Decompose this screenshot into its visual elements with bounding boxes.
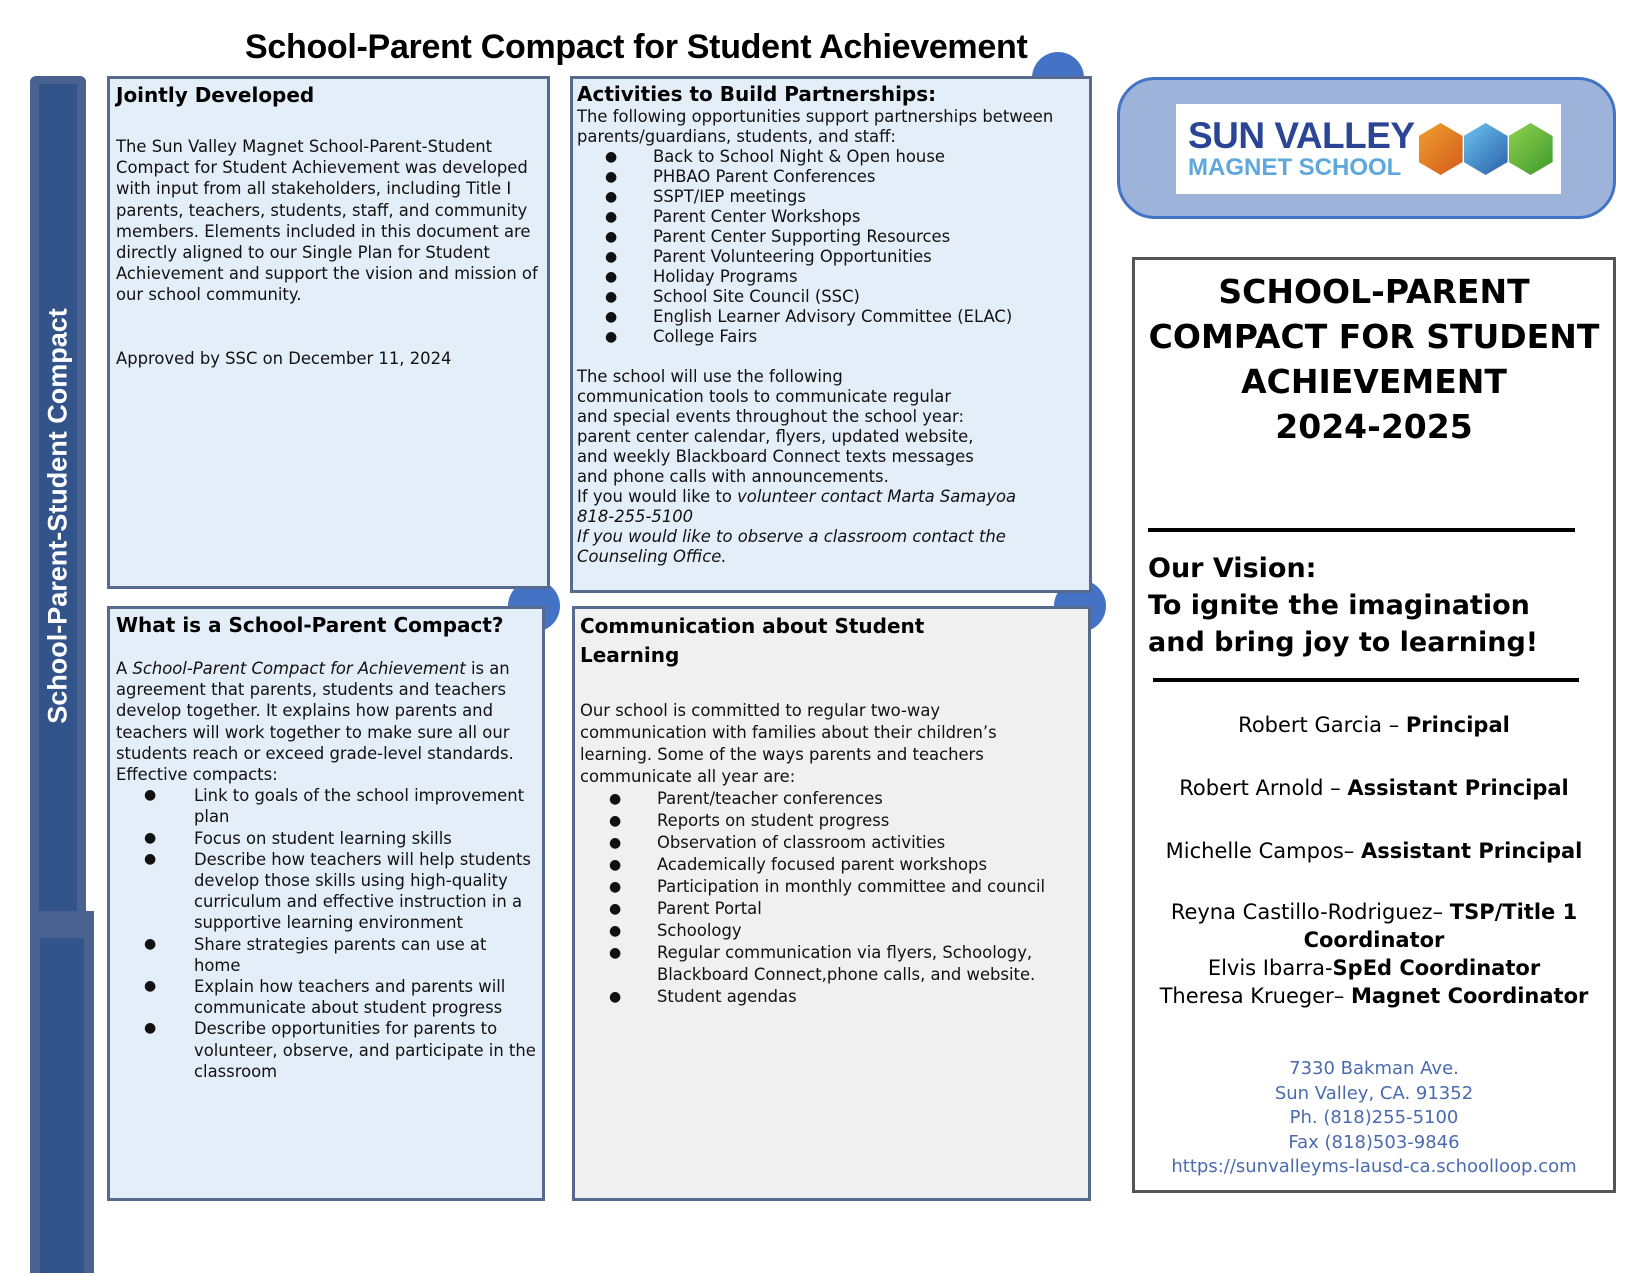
volunteer-phone: 818-255-5100 <box>577 507 694 526</box>
staff-entry: Robert Arnold – Assistant Principal <box>1179 776 1569 800</box>
jointly-developed-body: The Sun Valley Magnet School-Parent-Student Compact for Student Achievement was developed with input from all stakeholders, including Title I parents, teachers, students, staff, and community members. Elements included in this document are directly aligned to our Single Plan for Student Achievement and support the vision and mission of our school community. <box>116 137 538 305</box>
list-item: ● Participation in monthly committee and council <box>609 877 1046 896</box>
list-item: ● Holiday Programs <box>605 267 798 286</box>
school-logo <box>1176 104 1561 194</box>
staff-entry: Reyna Castillo-Rodriguez– TSP/Title 1 Coordinator <box>1170 900 1578 952</box>
communication-tools-text: The school will use the following communication tools to communicate regular and special events throughout the school year: parent center calendar, flyers, updated website, and weekly Blackboard Connect texts messages and phone calls with announcements. <box>577 367 974 486</box>
staff-entry: Michelle Campos– Assistant Principal <box>1165 839 1583 863</box>
what-is-compact-panel <box>107 606 545 1201</box>
communication-heading: Communication about Student Learning <box>580 614 925 667</box>
fax-number: Fax (818)503-9846 <box>1288 1131 1460 1153</box>
vision-text: To ignite the imagination and bring joy to learning! <box>1148 590 1539 658</box>
list-item: ● Reports on student progress <box>609 811 890 830</box>
contact-info <box>1135 1057 1613 1180</box>
list-item: ● PHBAO Parent Conferences <box>605 167 876 186</box>
list-item: ● Parent Volunteering Opportunities <box>605 247 932 266</box>
list-item: ● Link to goals of the school improvement plan <box>144 786 525 827</box>
list-item: ● Student agendas <box>609 987 797 1006</box>
phone-number: Ph. (818)255-5100 <box>1289 1107 1459 1128</box>
list-item: ● Explain how teachers and parents will communicate about student progress <box>144 977 506 1018</box>
list-item: ● College Fairs <box>605 327 758 346</box>
communication-list <box>580 788 1083 1008</box>
volunteer-contact: If you would like to volunteer contact Marta Samayoa <box>577 487 1017 506</box>
list-item: ● Regular communication via flyers, Schoology, Blackboard Connect,phone calls, and website. <box>609 943 1036 984</box>
activities-intro: The following opportunities support partnerships between parents/guardians, students, and staff: <box>577 107 1054 146</box>
observe-contact: If you would like to observe a classroom contact the Counseling Office. <box>577 527 1006 566</box>
sidebar-vertical-label: School-Parent-Student Compact <box>42 308 73 724</box>
page-title: School-Parent Compact for Student Achievement <box>245 28 1028 66</box>
list-item: ● SSPT/IEP meetings <box>605 187 806 206</box>
water-hexagon-icon <box>1509 123 1553 175</box>
list-item: ● Describe how teachers will help students develop those skills using high-quality curriculum and effective instruction in a supportive learning environment <box>144 849 531 933</box>
list-item: ● Focus on student learning skills <box>144 828 452 848</box>
jointly-developed-heading: Jointly Developed <box>116 83 315 107</box>
logo-wordmark <box>1188 117 1415 181</box>
list-item: ● Parent Portal <box>609 899 762 918</box>
effective-compacts-label: Effective compacts: <box>116 765 278 785</box>
divider <box>1148 528 1575 532</box>
list-item: ● Describe opportunities for parents to volunteer, observe, and participate in the classroom <box>144 1019 536 1081</box>
list-item: ● Parent Center Supporting Resources <box>605 227 951 246</box>
activities-list <box>577 147 1085 347</box>
list-item: ● Schoology <box>609 921 742 940</box>
address-line-2: Sun Valley, CA. 91352 <box>1274 1082 1474 1104</box>
science-hexagon-icon <box>1419 123 1463 175</box>
logo-line-2: MAGNET SCHOOL <box>1188 154 1402 181</box>
vision-label: Our Vision: <box>1148 553 1317 584</box>
compact-title: SCHOOL-PARENT COMPACT FOR STUDENT ACHIEVEMENT 2024-2025 <box>1148 272 1600 446</box>
what-is-compact-heading: What is a School-Parent Compact? <box>116 613 504 637</box>
list-item: ● Share strategies parents can use at home <box>144 934 487 975</box>
list-item: ● Back to School Night & Open house <box>605 147 945 166</box>
list-item: ● Parent Center Workshops <box>605 207 861 226</box>
staff-entry: Elvis Ibarra-SpEd Coordinator <box>1207 956 1541 980</box>
staff-entry: Theresa Krueger– Magnet Coordinator <box>1159 984 1589 1008</box>
communication-panel <box>572 606 1091 1201</box>
what-is-compact-body: A School-Parent Compact for Achievement is an agreement that parents, students and teachers develop together. It explains how parents and teachers will work together to make sure all our students reach or exceed grade-level standards. <box>116 659 514 763</box>
activities-heading: Activities to Build Partnerships: <box>577 82 937 106</box>
jointly-developed-panel <box>107 76 550 589</box>
sidebar-banner-bottom-inner <box>40 938 84 1273</box>
effective-compacts-list <box>116 785 536 1082</box>
divider <box>1153 678 1579 682</box>
address-line-1: 7330 Bakman Ave. <box>1289 1058 1459 1079</box>
activities-panel <box>570 76 1092 593</box>
vision-statement <box>1148 550 1568 661</box>
info-panel <box>1132 257 1616 1193</box>
communication-body: Our school is committed to regular two-way communication with families about their children’s learning. Some of the ways parents and teachers communicate all year are: <box>580 701 997 786</box>
logo-banner <box>1117 77 1616 219</box>
logo-line-1: SUN VALLEY <box>1188 115 1415 156</box>
website-link[interactable]: https://sunvalleyms-lausd-ca.schoolloop.com <box>1171 1156 1577 1177</box>
staff-entry: Robert Garcia – Principal <box>1238 713 1510 737</box>
logo-hexagon-icons <box>1419 123 1554 175</box>
list-item: ● English Learner Advisory Committee (ELAC) <box>605 307 1013 326</box>
sidebar-banner <box>30 76 90 1273</box>
approval-text: Approved by SSC on December 11, 2024 <box>116 348 452 368</box>
list-item: ● School Site Council (SSC) <box>605 287 860 306</box>
globe-hexagon-icon <box>1464 123 1508 175</box>
list-item: ● Observation of classroom activities <box>609 833 946 852</box>
list-item: ● Parent/teacher conferences <box>609 789 883 808</box>
list-item: ● Academically focused parent workshops <box>609 855 987 874</box>
